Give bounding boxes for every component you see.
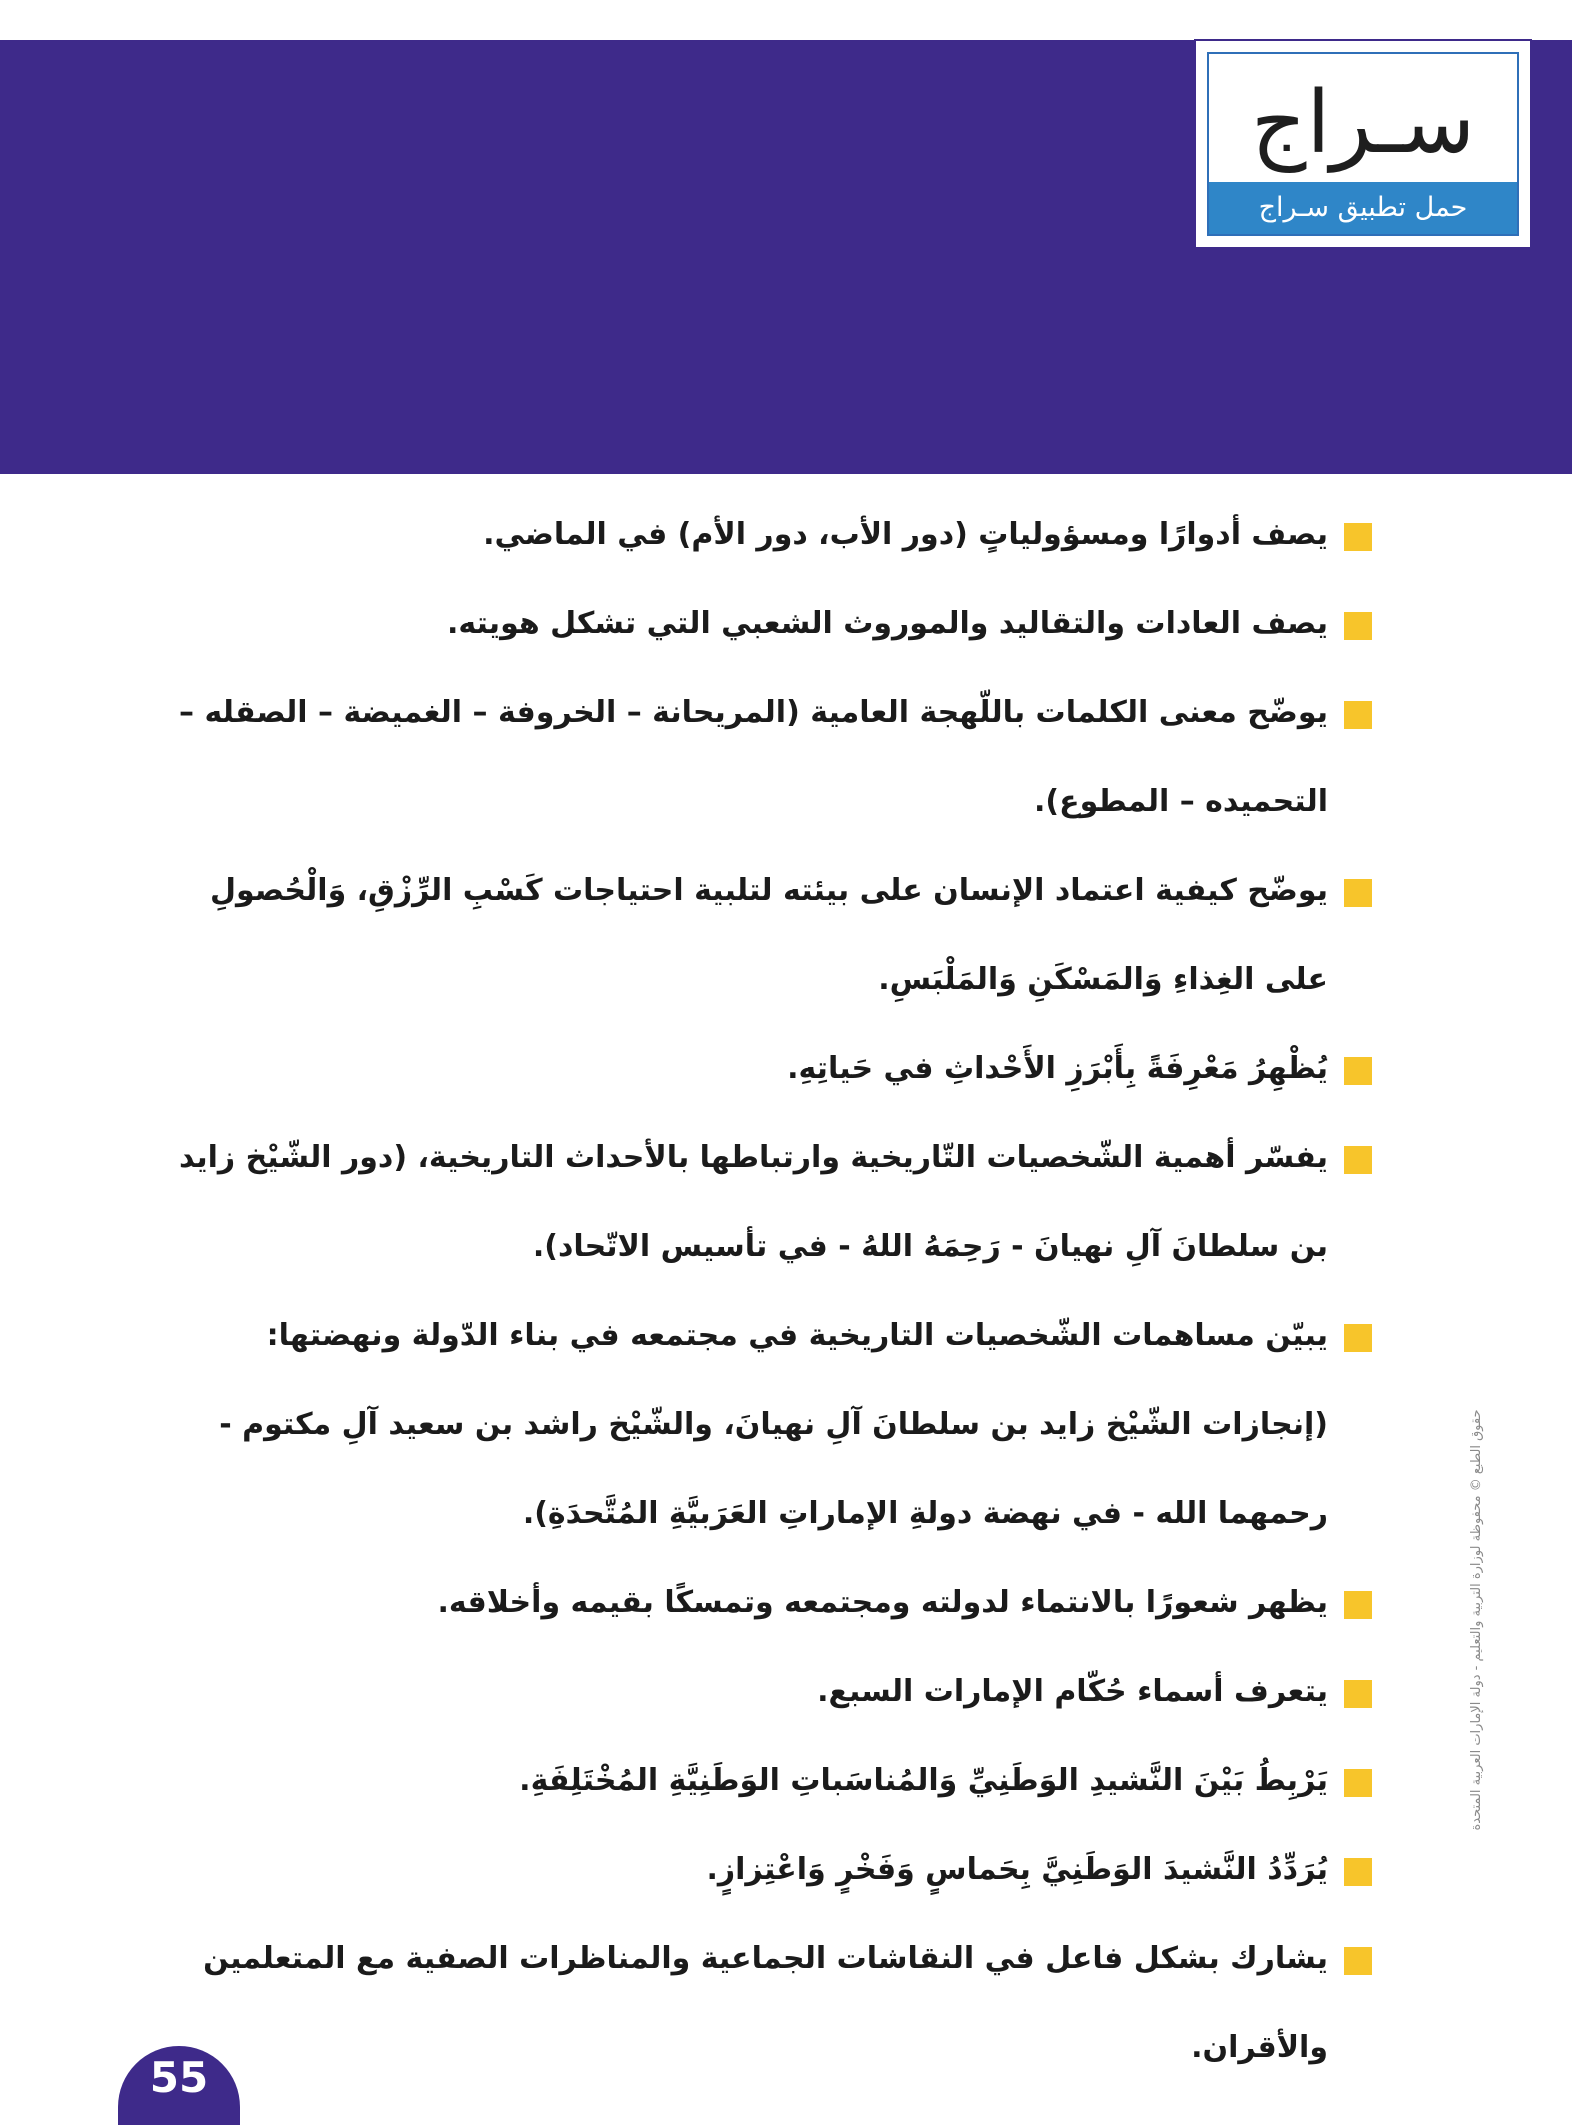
list-item-text: يَرْبِطُ بَيْنَ النَّشيدِ الوَطَنِيِّ وَالمُناسَباتِ الوَطَنِيَّةِ المُخْتَلِفَةِ. bbox=[519, 1763, 1328, 1798]
square-bullet-icon bbox=[1344, 1947, 1372, 1975]
list-item bbox=[140, 846, 1372, 1024]
logo-frame bbox=[1207, 52, 1519, 236]
list-item bbox=[140, 1736, 1372, 1825]
list-item bbox=[140, 1558, 1372, 1647]
list-item-text: يصف أدوارًا ومسؤولياتٍ (دور الأب، دور الأم) في الماضي. bbox=[483, 517, 1328, 552]
list-item-text: يفسّر أهمية الشّخصيات التّاريخية وارتباطها بالأحداث التاريخية، (دور الشّيْخ زايد بن سلطانَ آلِ نهيانَ - رَحِمَهُ اللهُ - في تأسيس الاتّحاد). bbox=[179, 1140, 1328, 1264]
list-item-text: يُظْهِرُ مَعْرِفَةً بِأَبْرَزِ الأَحْداثِ في حَياتِهِ. bbox=[787, 1051, 1328, 1086]
list-item bbox=[140, 490, 1372, 579]
learning-outcomes-list bbox=[140, 490, 1372, 2092]
list-item bbox=[140, 1291, 1372, 1558]
siraj-logo[interactable] bbox=[1196, 41, 1530, 247]
list-item-text: يُرَدِّدُ النَّشيدَ الوَطَنِيَّ بِحَماسٍ وَفَخْرٍ وَاعْتِزازٍ. bbox=[706, 1852, 1328, 1887]
list-item-text: يظهر شعورًا بالانتماء لدولته ومجتمعه وتمسكًا بقيمه وأخلاقه. bbox=[437, 1585, 1328, 1620]
list-item bbox=[140, 1914, 1372, 2092]
square-bullet-icon bbox=[1344, 1591, 1372, 1619]
list-item-text: يصف العادات والتقاليد والموروث الشعبي التي تشكل هويته. bbox=[446, 606, 1328, 641]
list-item-text: يوضّح معنى الكلمات باللّهجة العامية (المريحانة – الخروفة – الغميضة – الصقله – التحميده – المطوع). bbox=[179, 695, 1328, 819]
square-bullet-icon bbox=[1344, 1324, 1372, 1352]
square-bullet-icon bbox=[1344, 1769, 1372, 1797]
list-item-text: يشارك بشكل فاعل في النقاشات الجماعية والمناظرات الصفية مع المتعلمين والأقران. bbox=[203, 1941, 1328, 2065]
square-bullet-icon bbox=[1344, 1858, 1372, 1886]
list-item bbox=[140, 1825, 1372, 1914]
list-item bbox=[140, 1024, 1372, 1113]
list-item bbox=[140, 1647, 1372, 1736]
logo-download-bar[interactable]: حمل تطبيق سـراج bbox=[1209, 182, 1517, 234]
list-item-text: يوضّح كيفية اعتماد الإنسان على بيئته لتلبية احتياجات كَسْبِ الرِّزْقِ، وَالْحُصولِ على الغِذاءِ وَالمَسْكَنِ وَالمَلْبَسِ. bbox=[210, 873, 1328, 997]
square-bullet-icon bbox=[1344, 701, 1372, 729]
list-item-text: يبيّن مساهمات الشّخصيات التاريخية في مجتمعه في بناء الدّولة ونهضتها: (إنجازات الشّيْخ زايد بن سلطانَ آلِ نهيانَ، والشّيْخ راشد بن سعيد آلِ مكتوم - رحمهما الله - في نهضة دولةِ الإماراتِ العَرَبيَّةِ المُتَّحدَةِ). bbox=[219, 1318, 1328, 1531]
square-bullet-icon bbox=[1344, 1680, 1372, 1708]
square-bullet-icon bbox=[1344, 1057, 1372, 1085]
page-number: 55 bbox=[118, 2046, 240, 2125]
square-bullet-icon bbox=[1344, 612, 1372, 640]
list-item-text: يتعرف أسماء حُكّام الإمارات السبع. bbox=[817, 1674, 1328, 1709]
square-bullet-icon bbox=[1344, 523, 1372, 551]
logo-word: سـراج bbox=[1250, 73, 1476, 173]
list-item bbox=[140, 579, 1372, 668]
square-bullet-icon bbox=[1344, 1146, 1372, 1174]
list-item bbox=[140, 1113, 1372, 1291]
square-bullet-icon bbox=[1344, 879, 1372, 907]
list-item bbox=[140, 668, 1372, 846]
copyright-note: حقوق الطبع © محفوظة لوزارة التربية والتعليم - دولة الإمارات العربية المتحدة bbox=[1469, 1409, 1484, 1831]
